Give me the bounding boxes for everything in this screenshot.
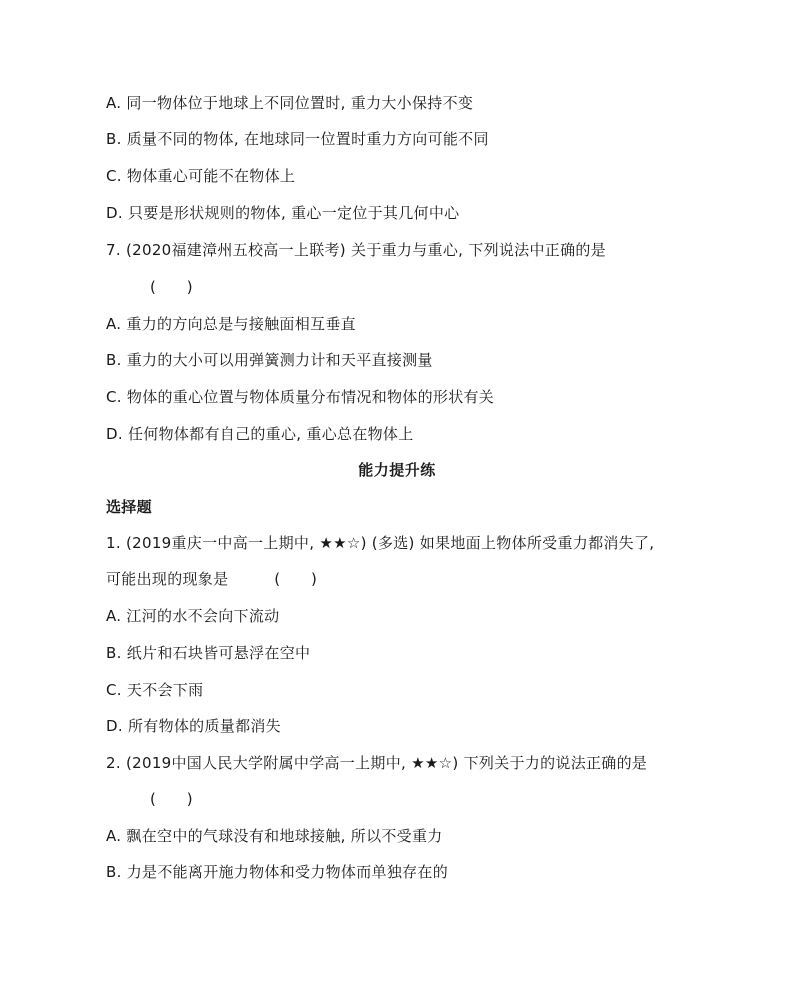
option-b: B. 质量不同的物体, 在地球同一位置时重力方向可能不同 [106,130,489,148]
option-a: A. 同一物体位于地球上不同位置时, 重力大小保持不变 [106,94,474,112]
question-2-stem: 2. (2019中国人民大学附属中学高一上期中, ★★☆) 下列关于力的说法正确的是 [106,754,648,772]
section-title: 能力提升练 [358,461,436,479]
question-2-answer-blank: ( ) [150,790,193,808]
question-7-option-c: C. 物体的重心位置与物体质量分布情况和物体的形状有关 [106,388,495,406]
question-1-option-d: D. 所有物体的质量都消失 [106,717,281,735]
question-7-answer-blank: ( ) [150,278,193,296]
question-1-option-c: C. 天不会下雨 [106,681,204,699]
question-7-option-d: D. 任何物体都有自己的重心, 重心总在物体上 [106,425,414,443]
question-1-stem-line1: 1. (2019重庆一中高一上期中, ★★☆) (多选) 如果地面上物体所受重力都消失了, [106,534,655,552]
question-7-option-a: A. 重力的方向总是与接触面相互垂直 [106,315,356,333]
question-1-option-b: B. 纸片和石块皆可悬浮在空中 [106,644,311,662]
section-subtitle: 选择题 [106,498,152,516]
option-c: C. 物体重心可能不在物体上 [106,167,296,185]
question-1-option-a: A. 江河的水不会向下流动 [106,607,280,625]
question-2-option-b: B. 力是不能离开施力物体和受力物体而单独存在的 [106,863,449,881]
question-7-stem: 7. (2020福建漳州五校高一上联考) 关于重力与重心, 下列说法中正确的是 [106,241,606,259]
option-d: D. 只要是形状规则的物体, 重心一定位于其几何中心 [106,204,460,222]
question-7-option-b: B. 重力的大小可以用弹簧测力计和天平直接测量 [106,351,433,369]
question-2-option-a: A. 飘在空中的气球没有和地球接触, 所以不受重力 [106,827,443,845]
question-1-stem-line2: 可能出现的现象是 ( ) [106,570,318,588]
